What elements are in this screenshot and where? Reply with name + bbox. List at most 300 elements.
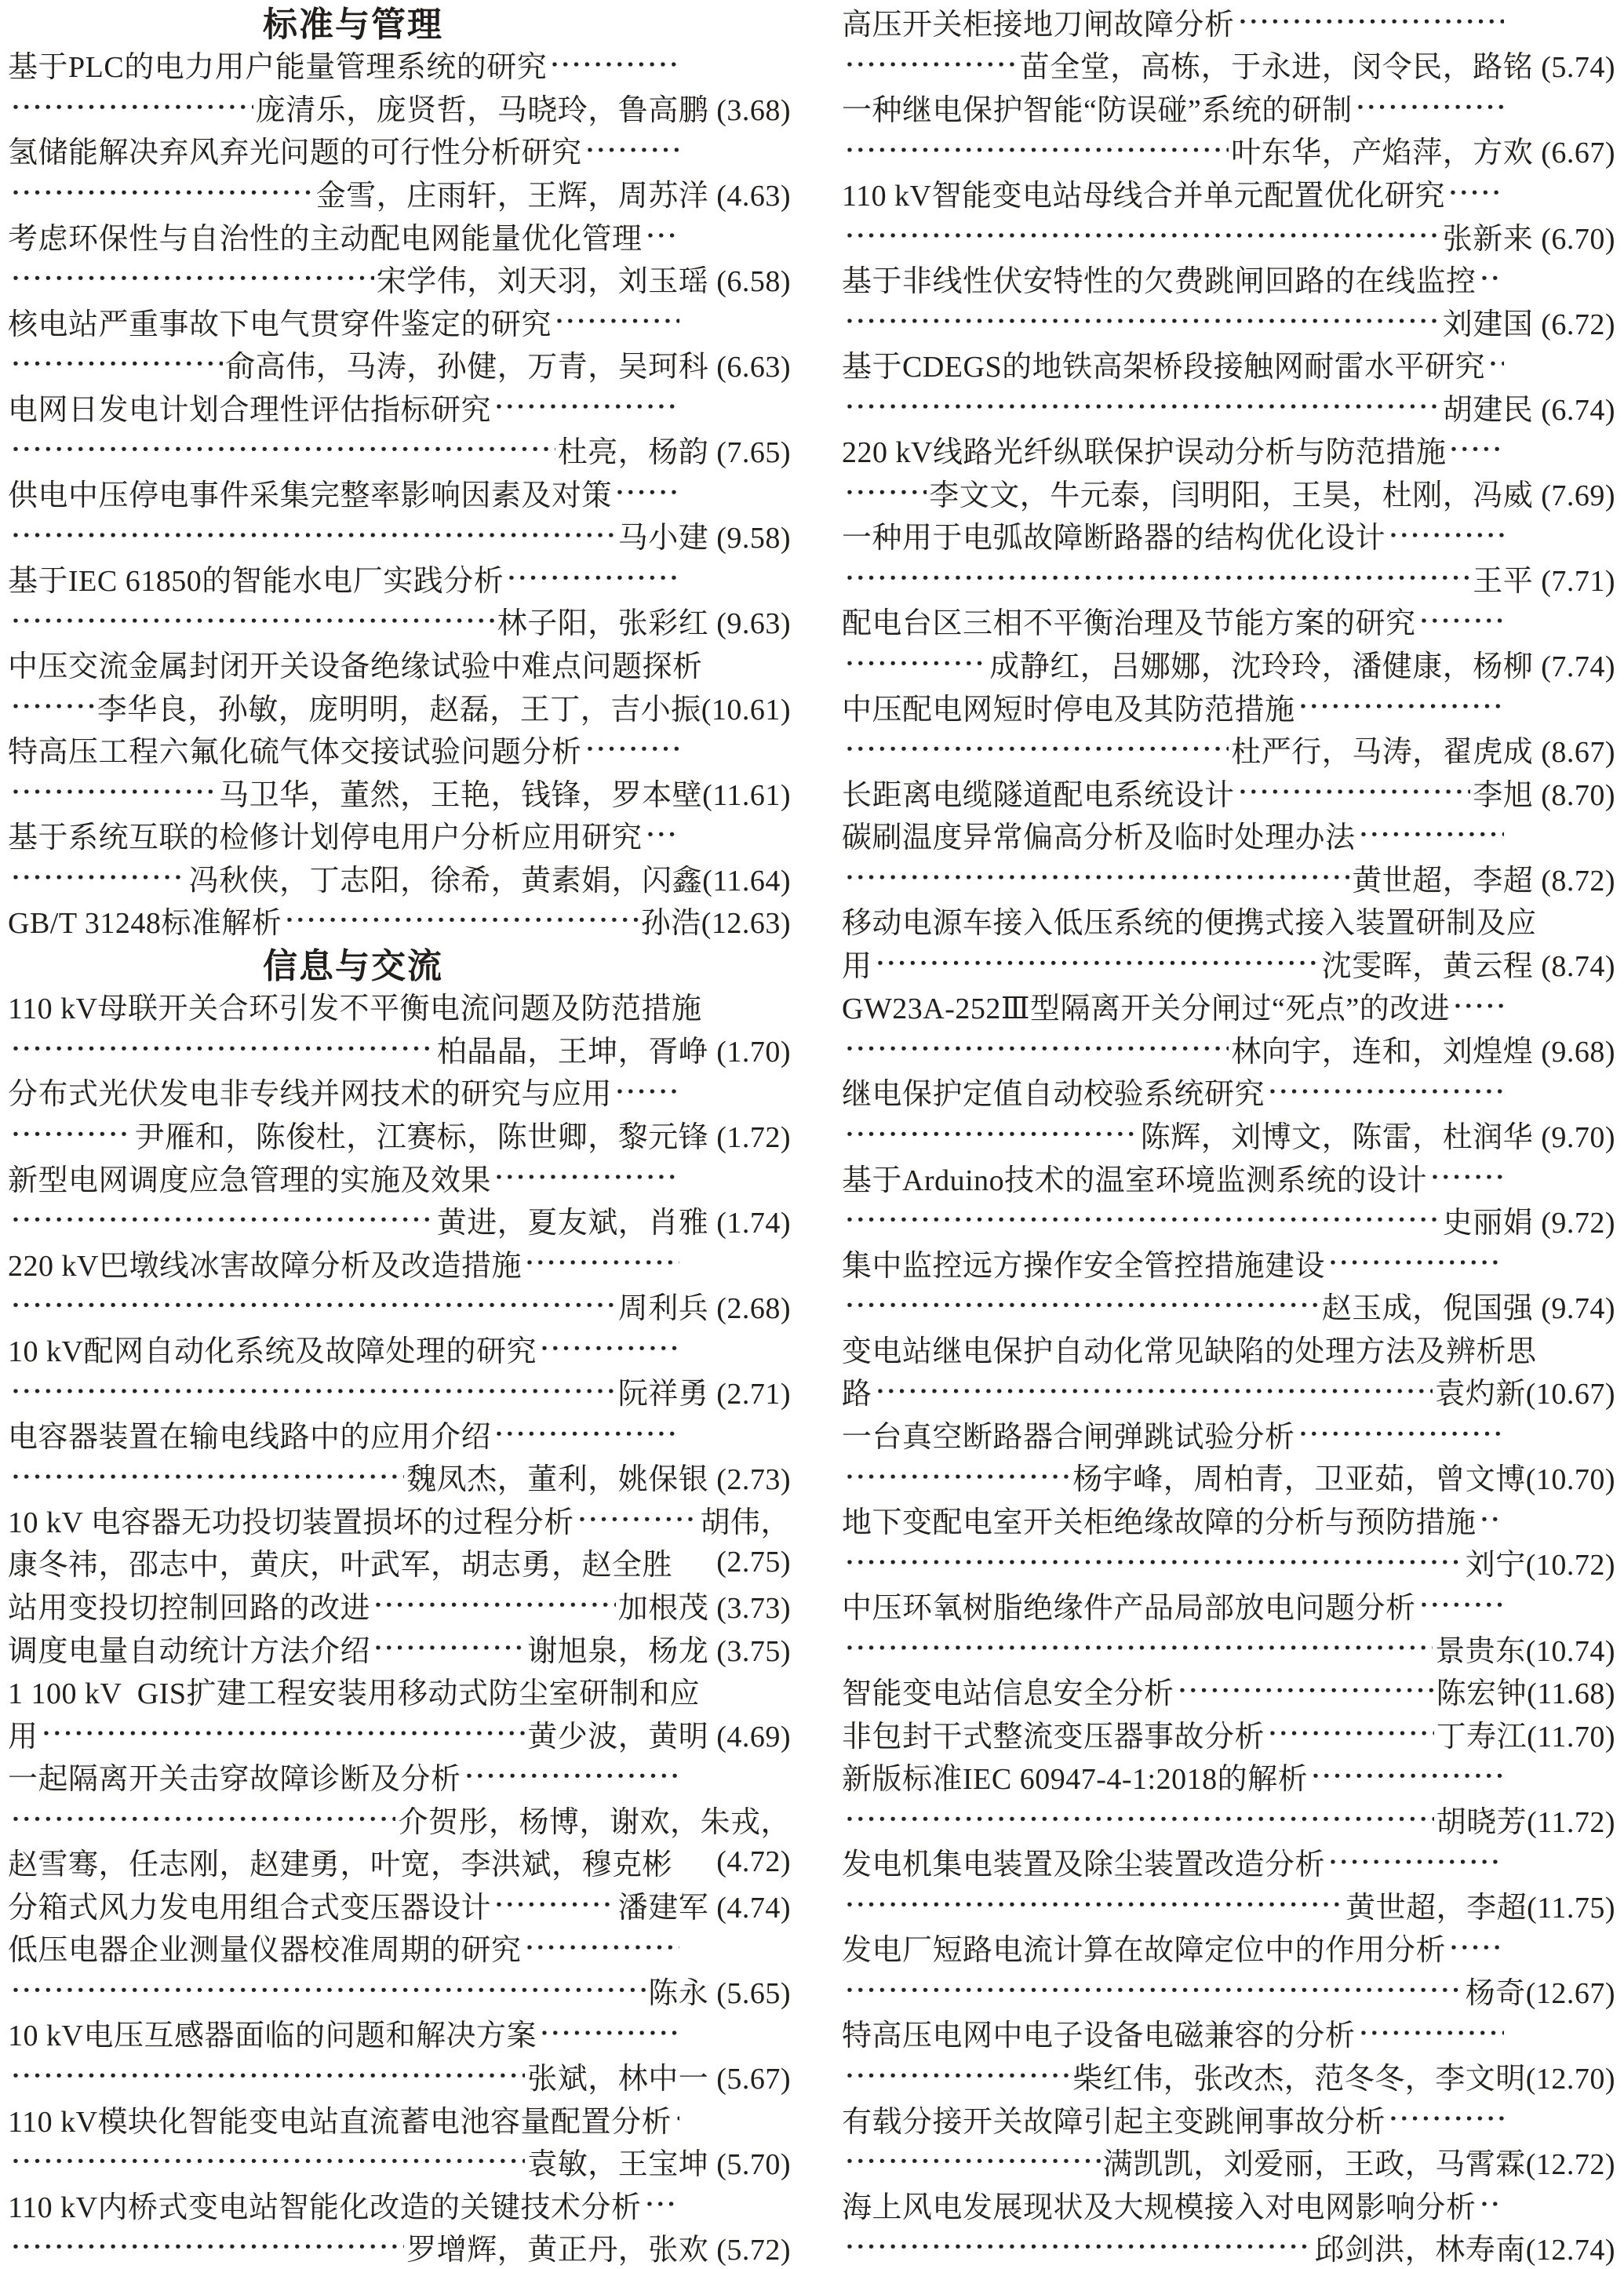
toc-line <box>8 1712 791 1755</box>
toc-line <box>842 1626 1615 1670</box>
dot-leader <box>1388 514 1504 557</box>
dot-leader <box>844 129 1229 172</box>
entry-text-right: 胡晓芳(11.72) <box>1436 1805 1615 1839</box>
toc-line <box>842 385 1615 428</box>
dot-leader <box>10 1455 404 1499</box>
dot-leader <box>844 1027 1229 1070</box>
entry-text-right: 尹雁和，陈俊杜，江赛标，陈世卿，黎元锋 (1.72) <box>134 1121 791 1154</box>
dot-leader <box>1267 1070 1504 1113</box>
entry-text-left: 发电机集电装置及除尘装置改造分析 <box>842 1848 1326 1882</box>
entry-text-left: 基于IEC 61850的智能水电厂实践分析 <box>8 564 504 598</box>
entry-text-right: 潘建军 (4.74) <box>617 1891 791 1925</box>
entry-text-left: 一种用于电弧故障断路器的结构优化设计 <box>842 522 1386 555</box>
entry-text-right: 李华良，孙敏，庞明明，赵磊，王丁，吉小振(10.61) <box>96 693 791 727</box>
toc-line <box>8 1541 791 1584</box>
dot-leader <box>1298 1412 1504 1455</box>
toc-line <box>8 1797 791 1841</box>
entry-text-right: 黄世超，李超(11.75) <box>1345 1891 1615 1925</box>
toc-line <box>842 300 1615 343</box>
toc-line <box>842 1241 1615 1284</box>
entry-text-right: 张斌，林中一 (5.67) <box>527 2063 791 2096</box>
entry-text-right: 赵玉成，倪国强 (9.74) <box>1321 1292 1615 1326</box>
entry-text-right: 孙浩(12.63) <box>640 907 791 941</box>
dot-leader <box>584 727 679 770</box>
toc-line <box>8 1370 791 1413</box>
toc-line <box>842 2054 1615 2097</box>
entry-text-right: 李文文，牛元泰，闫明阳，王昊，杜刚，冯威 (7.69) <box>929 479 1615 512</box>
toc-line <box>842 685 1615 728</box>
entry-text-left: 基于系统互联的检修计划停电用户分析应用研究 <box>8 821 643 855</box>
entry-text-right: 丁寿江(11.70) <box>1436 1720 1615 1754</box>
dot-leader <box>1447 171 1504 214</box>
spacer <box>672 1541 716 1584</box>
toc-line <box>8 985 791 1028</box>
dot-leader <box>844 1883 1343 1926</box>
toc-line <box>8 214 791 257</box>
toc-line <box>842 171 1615 214</box>
toc-line <box>8 300 791 343</box>
dot-leader <box>1388 2097 1504 2140</box>
dot-leader <box>844 2054 1070 2097</box>
dot-leader <box>1479 1498 1504 1541</box>
entry-text-left: 10 kV 电容器无功投切装置损坏的过程分析 <box>8 1506 574 1539</box>
toc-line <box>842 471 1615 514</box>
entry-text-left: 电容器装置在输电线路中的应用介绍 <box>8 1420 492 1454</box>
entry-text-right: 黄世超，李超 (8.72) <box>1352 864 1615 898</box>
entry-text-left: 核电站严重事故下电气贯穿件鉴定的研究 <box>8 308 552 341</box>
toc-line <box>8 1498 791 1541</box>
entry-text-right: 满凯凯，刘爱丽，王政，马霄霖(12.72) <box>1102 2148 1615 2182</box>
entry-text-left: 中压交流金属封闭开关设备绝缘试验中难点问题探析 <box>8 650 703 683</box>
toc-line <box>8 2097 791 2140</box>
toc-line <box>842 1327 1615 1370</box>
dot-leader <box>10 257 374 300</box>
entry-text-right: 王平 (7.71) <box>1473 564 1615 598</box>
entry-text-left: 中压配电网短时停电及其防范措施 <box>842 693 1295 727</box>
entry-text-left: 电网日发电计划合理性评估指标研究 <box>8 393 492 427</box>
toc-line <box>8 171 791 214</box>
entry-text-right: 杨奇(12.67) <box>1465 1976 1615 2010</box>
dot-leader <box>10 171 314 214</box>
entry-text-right: 马小建 (9.58) <box>617 522 791 555</box>
dot-leader <box>844 300 1440 343</box>
dot-leader <box>10 1113 133 1156</box>
entry-text-right: 罗增辉，黄正丹，张欢 (5.72) <box>406 2234 791 2267</box>
entry-text-right: 张新来 (6.70) <box>1442 222 1615 256</box>
dot-leader <box>1177 1669 1434 1712</box>
dot-leader <box>844 43 1018 86</box>
toc-line <box>842 985 1615 1028</box>
entry-text-left: 基于Arduino技术的温室环境监测系统的设计 <box>842 1164 1428 1197</box>
toc-line <box>8 1583 791 1626</box>
dot-leader <box>844 1198 1440 1241</box>
entry-text-right: 柴红伟，张改杰，范冬冬，李文明(12.70) <box>1072 2063 1615 2096</box>
toc-line <box>8 2054 791 2097</box>
toc-line <box>842 1969 1615 2012</box>
entry-text-right: 冯秋侠，丁志阳，徐希，黄素娟，闪鑫(11.64) <box>188 864 791 898</box>
dot-leader <box>1310 1754 1504 1797</box>
entry-text-left: 智能变电站信息安全分析 <box>842 1677 1174 1711</box>
entry-text-right: 林向宇，连和，刘煌煌 (9.68) <box>1231 1035 1615 1069</box>
dot-leader <box>1358 813 1504 856</box>
dot-leader <box>1479 2183 1504 2226</box>
spacer <box>1537 1327 1615 1370</box>
toc-line <box>842 1754 1615 1797</box>
toc-line <box>842 770 1615 814</box>
entry-text-left: GW23A-252Ⅲ型隔离开关分闸过“死点”的改进 <box>842 992 1451 1026</box>
entry-text-right: 林子阳，张彩红 (9.63) <box>497 607 791 641</box>
entry-text-left: 供电中压停电事件采集完整率影响因素及对策 <box>8 479 613 512</box>
dot-leader <box>464 1754 679 1797</box>
dot-leader <box>1448 428 1504 471</box>
dot-leader <box>844 1626 1433 1670</box>
dot-leader <box>524 1241 679 1284</box>
entry-text-left: 低压电器企业测量仪器校准周期的研究 <box>8 1934 522 1968</box>
toc-line <box>8 642 791 685</box>
dot-leader <box>844 1797 1434 1841</box>
toc-line <box>842 556 1615 599</box>
toc-line <box>8 727 791 770</box>
toc-line <box>8 1327 791 1370</box>
entry-text-right: 加根茂 (3.73) <box>617 1592 791 1626</box>
dot-leader <box>584 129 679 172</box>
dot-leader <box>10 2225 404 2268</box>
spacer <box>672 1841 716 1884</box>
entry-text-left: GB/T 31248标准解析 <box>8 907 282 941</box>
entry-text-left: 特高压电网中电子设备电磁兼容的分析 <box>842 2020 1356 2053</box>
toc-line <box>8 1455 791 1499</box>
entry-text-right: 马卫华，董然，王艳，钱锋，罗本壁(11.61) <box>219 778 791 812</box>
toc-line <box>842 1797 1615 1841</box>
entry-text-left: 基于PLC的电力用户能量管理系统的研究 <box>8 51 548 85</box>
entry-text-left: 移动电源车接入低压系统的便携式接入装置研制及应 <box>842 907 1537 941</box>
toc-line <box>842 599 1615 643</box>
toc-line <box>8 1626 791 1670</box>
entry-text-left: 集中监控远方操作安全管控措施建设 <box>842 1249 1326 1283</box>
dot-leader <box>1418 599 1504 643</box>
toc-line <box>8 599 791 643</box>
toc-column-left <box>8 0 791 2268</box>
entry-text-right: (2.75) <box>716 1545 791 1579</box>
section-header: 信息与交流 <box>263 947 443 986</box>
dot-leader <box>539 2012 679 2055</box>
dot-leader <box>493 1156 679 1199</box>
entry-text-left: 一台真空断路器合闸弹跳试验分析 <box>842 1420 1295 1454</box>
entry-text-right: 黄进，夏友斌，肖雅 (1.74) <box>436 1207 791 1240</box>
toc-line <box>842 2225 1615 2268</box>
toc-line <box>8 1412 791 1455</box>
toc-line <box>8 1198 791 1241</box>
entry-text-left: 一种继电保护智能“防误碰”系统的研制 <box>842 93 1353 127</box>
toc-line <box>8 1969 791 2012</box>
toc-column-right <box>842 0 1615 2268</box>
entry-text-left: 用 <box>842 949 872 983</box>
entry-text-right: 介贺彤，杨博，谢欢，朱戎， <box>398 1805 791 1839</box>
entry-text-left: 分箱式风力发电用组合式变压器设计 <box>8 1891 492 1925</box>
dot-leader <box>645 214 679 257</box>
entry-text-right: 刘宁(10.72) <box>1465 1549 1615 1582</box>
entry-text-right: 袁敏，王宝坤 (5.70) <box>527 2148 791 2182</box>
dot-leader <box>10 1198 435 1241</box>
dot-leader <box>10 514 616 557</box>
toc-line <box>842 86 1615 129</box>
dot-leader <box>549 43 679 86</box>
spacer <box>703 642 791 685</box>
toc-line <box>842 1455 1615 1499</box>
entry-text-right: 胡建民 (6.74) <box>1442 393 1615 427</box>
toc-line <box>842 214 1615 257</box>
toc-line <box>842 898 1615 941</box>
toc-line <box>8 1754 791 1797</box>
toc-line <box>8 428 791 471</box>
entry-text-left: 地下变配电室开关柜绝缘故障的分析与预防措施 <box>842 1506 1477 1539</box>
toc-line <box>842 941 1615 985</box>
entry-text-left: 10 kV配网自动化系统及故障处理的研究 <box>8 1335 537 1368</box>
dot-leader <box>844 727 1229 770</box>
entry-text-left: 变电站继电保护自动化常见缺陷的处理方法及辨析思 <box>842 1335 1537 1368</box>
toc-line <box>8 2140 791 2183</box>
section-header: 标准与管理 <box>263 5 443 45</box>
entry-text-left: 110 kV内桥式变电站智能化改造的关键技术分析 <box>8 2191 642 2224</box>
dot-leader <box>10 599 495 643</box>
toc-line <box>842 2097 1615 2140</box>
entry-text-right: 袁灼新(10.67) <box>1435 1378 1615 1411</box>
entry-text-right: 杨宇峰，周柏青，卫亚茹，曾文博(10.70) <box>1072 1463 1615 1497</box>
dot-leader <box>844 1455 1070 1499</box>
dot-leader <box>10 770 217 814</box>
entry-text-left: 非包封干式整流变压器事故分析 <box>842 1720 1265 1754</box>
entry-text-left: 长距离电缆隧道配电系统设计 <box>842 778 1235 812</box>
entry-text-left: 发电厂短路电流计算在故障定位中的作用分析 <box>842 1934 1447 1968</box>
entry-text-right: 宋学伟，刘天羽，刘玉瑶 (6.58) <box>376 265 791 299</box>
spacer <box>1537 898 1615 941</box>
toc-line <box>842 1412 1615 1455</box>
entry-text-left: 1 100 kV GIS扩建工程安装用移动式防尘室研制和应 <box>8 1677 700 1711</box>
dot-leader <box>844 214 1440 257</box>
toc-line <box>8 471 791 514</box>
toc-line <box>842 43 1615 86</box>
entry-text-right: 柏晶晶，王坤，胥峥 (1.70) <box>436 1035 791 1069</box>
dot-leader <box>844 471 927 514</box>
entry-text-left: 特高压工程六氟化硫气体交接试验问题分析 <box>8 736 582 770</box>
toc-line <box>8 1926 791 1969</box>
toc-line <box>8 129 791 172</box>
dot-leader <box>10 1027 435 1070</box>
dot-leader <box>1429 1156 1504 1199</box>
dot-leader <box>1237 770 1471 814</box>
entry-text-left: 10 kV电压互感器面临的问题和解决方案 <box>8 2020 537 2053</box>
dot-leader <box>10 1284 616 1327</box>
dot-leader <box>844 385 1440 428</box>
entry-text-left: 碳刷温度异常偏高分析及临时处理办法 <box>842 821 1356 855</box>
dot-leader <box>1452 985 1504 1028</box>
toc-line <box>842 514 1615 557</box>
entry-text-left: 调度电量自动统计方法介绍 <box>8 1634 371 1668</box>
toc-line <box>8 1241 791 1284</box>
entry-text-left: 220 kV巴墩线冰害故障分析及改造措施 <box>8 1249 522 1283</box>
entry-text-left: 康冬祎，邵志中，黄庆，叶武军，胡志勇，赵全胜 <box>8 1549 673 1582</box>
toc-line <box>8 2012 791 2055</box>
dot-leader <box>844 1284 1320 1327</box>
toc-line <box>842 813 1615 856</box>
entry-text-left: 海上风电发展现状及大规模接入对电网影响分析 <box>842 2191 1477 2224</box>
entry-text-left: 配电台区三相不平衡治理及节能方案的研究 <box>842 607 1416 641</box>
toc-line <box>842 1669 1615 1712</box>
entry-text-left: 新型电网调度应急管理的实施及效果 <box>8 1164 492 1197</box>
entry-text-left: 新版标准IEC 60947-4-1:2018的解析 <box>842 1763 1309 1797</box>
toc-line <box>842 1841 1615 1884</box>
entry-text-left: 220 kV线路光纤纵联保护误动分析与防范措施 <box>842 436 1447 470</box>
dot-leader <box>614 1070 679 1113</box>
toc-line <box>8 2225 791 2268</box>
dot-leader <box>844 2140 1101 2183</box>
toc-line <box>8 86 791 129</box>
spacer <box>702 985 791 1028</box>
toc-line <box>842 0 1615 43</box>
dot-leader <box>10 856 187 899</box>
entry-text-right: 谢旭泉，杨龙 (3.75) <box>527 1634 791 1668</box>
entry-text-right: 成静红，吕娜娜，沈玲玲，潘健康，杨柳 (7.74) <box>989 650 1615 683</box>
entry-text-right: 杜亮，杨韵 (7.65) <box>557 436 791 470</box>
dot-leader <box>1358 2012 1504 2055</box>
toc-line <box>842 1926 1615 1969</box>
dot-leader <box>10 428 555 471</box>
toc-line <box>842 342 1615 385</box>
entry-text-right: 俞高伟，马涛，孙健，万青，吴珂科 (6.63) <box>225 351 791 384</box>
entry-text-right: 苗全堂，高栋，于永进，闵令民，路铭 (5.74) <box>1019 51 1615 85</box>
entry-text-right: 周利兵 (2.68) <box>617 1292 791 1326</box>
entry-text-left: 基于非线性伏安特性的欠费跳闸回路的在线监控 <box>842 265 1477 299</box>
entry-text-right: (4.72) <box>716 1845 791 1878</box>
entry-text-right: 黄少波，黄明 (4.69) <box>527 1720 791 1754</box>
dot-leader <box>1479 257 1504 300</box>
toc-line <box>842 1027 1615 1070</box>
entry-text-left: 考虑环保性与自治性的主动配电网能量优化管理 <box>8 222 643 256</box>
dot-leader <box>1448 1926 1504 1969</box>
toc-line <box>8 856 791 899</box>
entry-text-right: 沈雯晖，黄云程 (8.74) <box>1321 949 1615 983</box>
toc-line <box>8 770 791 814</box>
entry-text-left: 用 <box>8 1720 38 1754</box>
entry-text-right: 叶东华，产焰萍，方欢 (6.67) <box>1231 137 1615 170</box>
toc-line <box>8 813 791 856</box>
dot-leader <box>1327 1241 1504 1284</box>
entry-text-left: 高压开关柜接地刀闸故障分析 <box>842 8 1235 42</box>
entry-text-left: 继电保护定值自动校验系统研究 <box>842 1078 1265 1112</box>
dot-leader <box>1267 1712 1434 1755</box>
entry-text-left: 赵雪骞，任志刚，赵建勇，叶宽，李洪斌，穆克彬 <box>8 1848 673 1882</box>
dot-leader <box>10 1370 616 1413</box>
entry-text-left: 110 kV智能变电站母线合并单元配置优化研究 <box>842 179 1446 213</box>
dot-leader <box>674 2097 679 2140</box>
dot-leader <box>1487 342 1504 385</box>
entry-text-right: 金雪，庄雨轩，王辉，周苏洋 (4.63) <box>315 179 791 213</box>
entry-text-right: 李旭 (8.70) <box>1473 778 1615 812</box>
entry-text-left: 中压环氧树脂绝缘件产品局部放电问题分析 <box>842 1592 1416 1626</box>
entry-text-left: 基于CDEGS的地铁高架桥段接触网耐雷水平研究 <box>842 351 1486 384</box>
dot-leader <box>875 941 1320 985</box>
dot-leader <box>1355 86 1504 129</box>
entry-text-right: 史丽娟 (9.72) <box>1442 1207 1615 1240</box>
toc-line <box>8 385 791 428</box>
toc-line <box>8 43 791 86</box>
toc-line <box>842 1156 1615 1199</box>
entry-text-left: 110 kV模块化智能变电站直流蓄电池容量配置分析 <box>8 2105 672 2139</box>
toc-line <box>842 856 1615 899</box>
toc-line <box>8 898 791 941</box>
toc-line <box>842 1712 1615 1755</box>
dot-leader <box>493 1412 679 1455</box>
dot-leader <box>284 898 638 941</box>
dot-leader <box>577 1498 698 1541</box>
dot-leader <box>644 2183 679 2226</box>
dot-leader <box>844 2225 1312 2268</box>
entry-text-left: 110 kV母联开关合环引发不平衡电流问题及防范措施 <box>8 992 702 1026</box>
entry-text-left: 氢储能解决弃风弃光问题的可行性分析研究 <box>8 137 582 170</box>
toc-line <box>842 129 1615 172</box>
dot-leader <box>10 2054 525 2097</box>
toc-line <box>8 685 791 728</box>
toc-line <box>8 1070 791 1113</box>
dot-leader <box>1327 1841 1504 1884</box>
dot-leader <box>645 813 679 856</box>
entry-text-right: 陈永 (5.65) <box>648 1976 791 2010</box>
toc-line <box>842 257 1615 300</box>
toc-line <box>8 1113 791 1156</box>
toc-line <box>8 1841 791 1884</box>
entry-text-right: 庞清乐，庞贤哲，马晓玲，鲁高鹏 (3.68) <box>255 93 791 127</box>
toc-line <box>842 642 1615 685</box>
dot-leader <box>844 1541 1463 1584</box>
toc-line <box>8 1027 791 1070</box>
dot-leader <box>10 1797 395 1841</box>
toc-line <box>842 2183 1615 2226</box>
toc-line <box>842 1370 1615 1413</box>
dot-leader <box>10 2140 525 2183</box>
entry-text-right: 刘建国 (6.72) <box>1442 308 1615 341</box>
toc-line <box>8 556 791 599</box>
toc-line <box>8 1284 791 1327</box>
toc-line <box>842 2012 1615 2055</box>
toc-line <box>8 514 791 557</box>
entry-text-right: 魏凤杰，董利，姚保银 (2.73) <box>406 1463 791 1497</box>
toc-line <box>842 1113 1615 1156</box>
entry-text-right: 邱剑洪，林寿南(12.74) <box>1314 2234 1615 2267</box>
dot-leader <box>524 1926 679 1969</box>
entry-text-right: 景贵东(10.74) <box>1435 1634 1615 1668</box>
dot-leader <box>373 1583 616 1626</box>
entry-text-left: 有载分接开关故障引起主变跳闸事故分析 <box>842 2105 1386 2139</box>
toc-line <box>842 1070 1615 1113</box>
dot-leader <box>844 1113 1138 1156</box>
dot-leader <box>844 1969 1463 2012</box>
toc-line <box>842 727 1615 770</box>
toc-line <box>842 1284 1615 1327</box>
entry-text-left: 路 <box>842 1378 872 1411</box>
dot-leader <box>1237 0 1504 43</box>
toc-line <box>842 1541 1615 1584</box>
dot-leader <box>844 556 1470 599</box>
toc-line <box>8 1883 791 1926</box>
entry-text-right: 阮祥勇 (2.71) <box>617 1378 791 1411</box>
toc-line <box>8 257 791 300</box>
toc-line <box>842 1583 1615 1626</box>
entry-text-left: 一起隔离开关击穿故障诊断及分析 <box>8 1763 461 1797</box>
toc-line <box>842 2140 1615 2183</box>
dot-leader <box>554 300 679 343</box>
dot-leader <box>539 1327 679 1370</box>
entry-text-left: 分布式光伏发电非专线并网技术的研究与应用 <box>8 1078 613 1112</box>
